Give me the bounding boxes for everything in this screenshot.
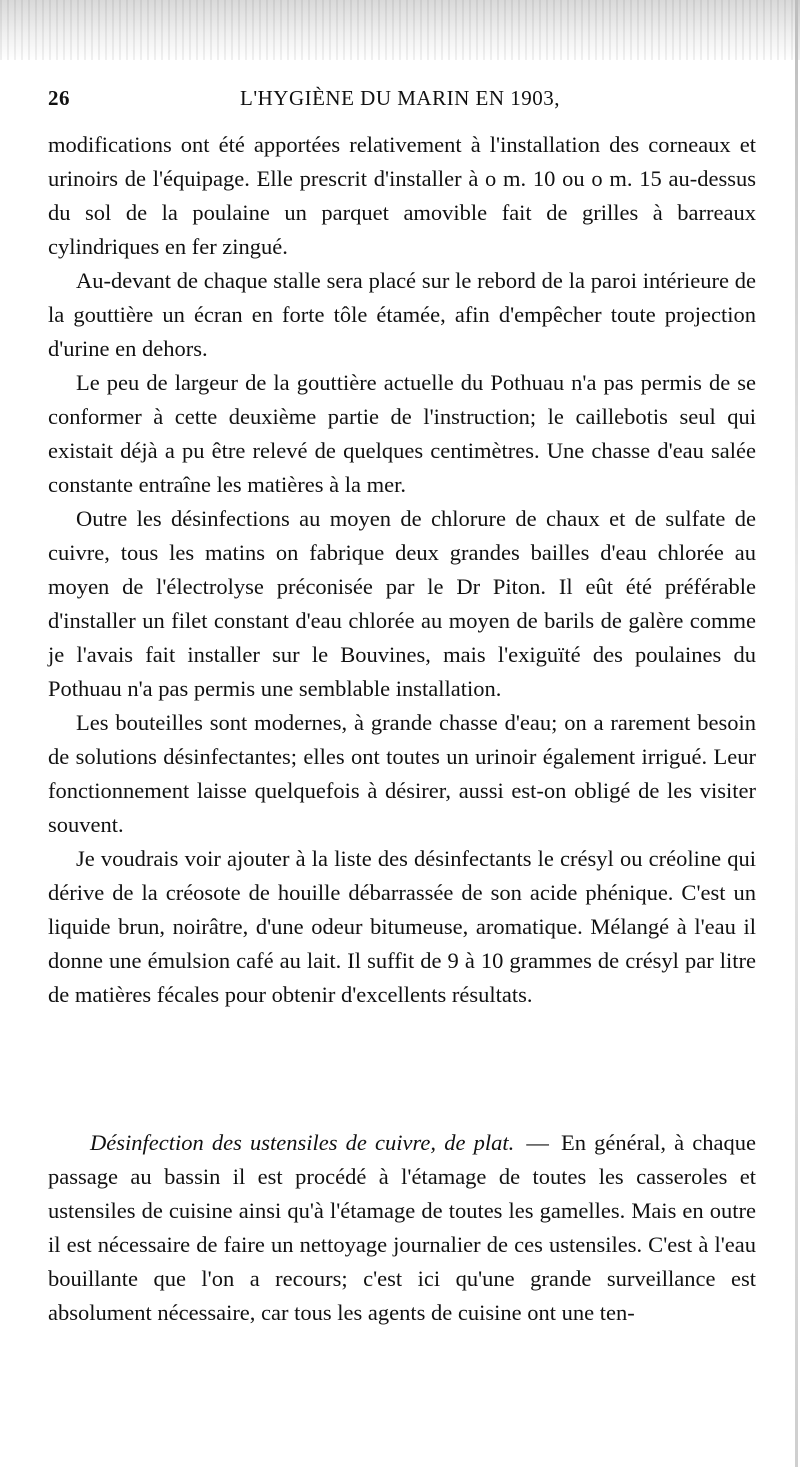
- page-number: 26: [48, 86, 70, 110]
- section-text: En général, à chaque passage au bassin il est procédé à l'étamage de toutes les casseroles et ustensiles de cuisine ainsi qu'à l'étamage de toutes les gamelles. Mais en outre il est nécessaire de faire un nettoyage journalier de ces ustensiles. C'est à l'eau bouillante que l'on a recours; c'est ici qu'une grande surveillance est absolument nécessaire, car tous les agents de cuisine ont une ten-: [48, 1130, 756, 1325]
- page-edge-shadow: [795, 0, 798, 1467]
- running-title: L'HYGIÈNE DU MARIN EN 1903,: [240, 86, 560, 110]
- paragraph: Les bouteilles sont modernes, à grande chasse d'eau; on a rarement besoin de solutions désinfectantes; elles ont toutes un urinoir également irrigué. Leur fonctionnement laisse quelquefois à désirer, aussi est-on obligé de les visiter souvent.: [48, 710, 756, 837]
- page-top-scan-noise: [0, 0, 800, 60]
- paragraph: Au-devant de chaque stalle sera placé sur le rebord de la paroi intérieure de la gouttière un écran en forte tôle étamée, afin d'empêcher toute projection d'urine en dehors.: [48, 268, 756, 361]
- em-dash: —: [526, 1130, 549, 1155]
- section-disinfection-utensils: [48, 1126, 756, 1330]
- paragraph: modifications ont été apportées relativement à l'installation des corneaux et urinoirs de l'équipage. Elle prescrit d'installer à o m. 10 ou o m. 15 au-dessus du sol de la poulaine un parquet amovible fait de grilles à barreaux cylindriques en fer zingué.: [48, 132, 756, 259]
- body-text: [48, 128, 756, 1012]
- page-header: [48, 86, 752, 116]
- paragraph: Le peu de largeur de la gouttière actuelle du Pothuau n'a pas permis de se conformer à cette deuxième partie de l'instruction; le caillebotis seul qui existait déjà a pu être relevé de quelques centimètres. Une chasse d'eau salée constante entraîne les matières à la mer.: [48, 370, 756, 497]
- paragraph: Je voudrais voir ajouter à la liste des désinfectants le crésyl ou créoline qui dérive de la créosote de houille débarrassée de son acide phénique. C'est un liquide brun, noirâtre, d'une odeur bitumeuse, aromatique. Mélangé à l'eau il donne une émulsion café au lait. Il suffit de 9 à 10 grammes de crésyl par litre de matières fécales pour obtenir d'excellents résultats.: [48, 846, 756, 1007]
- paragraph: Outre les désinfections au moyen de chlorure de chaux et de sulfate de cuivre, tous les matins on fabrique deux grandes bailles d'eau chlorée au moyen de l'électrolyse préconisée par le Dr Piton. Il eût été préférable d'installer un filet constant d'eau chlorée au moyen de barils de galère comme je l'avais fait installer sur le Bouvines, mais l'exiguïté des poulaines du Pothuau n'a pas permis une semblable installation.: [48, 506, 756, 701]
- section-heading: Désinfection des ustensiles de cuivre, de plat.: [90, 1130, 515, 1155]
- section-paragraph: [48, 1126, 756, 1330]
